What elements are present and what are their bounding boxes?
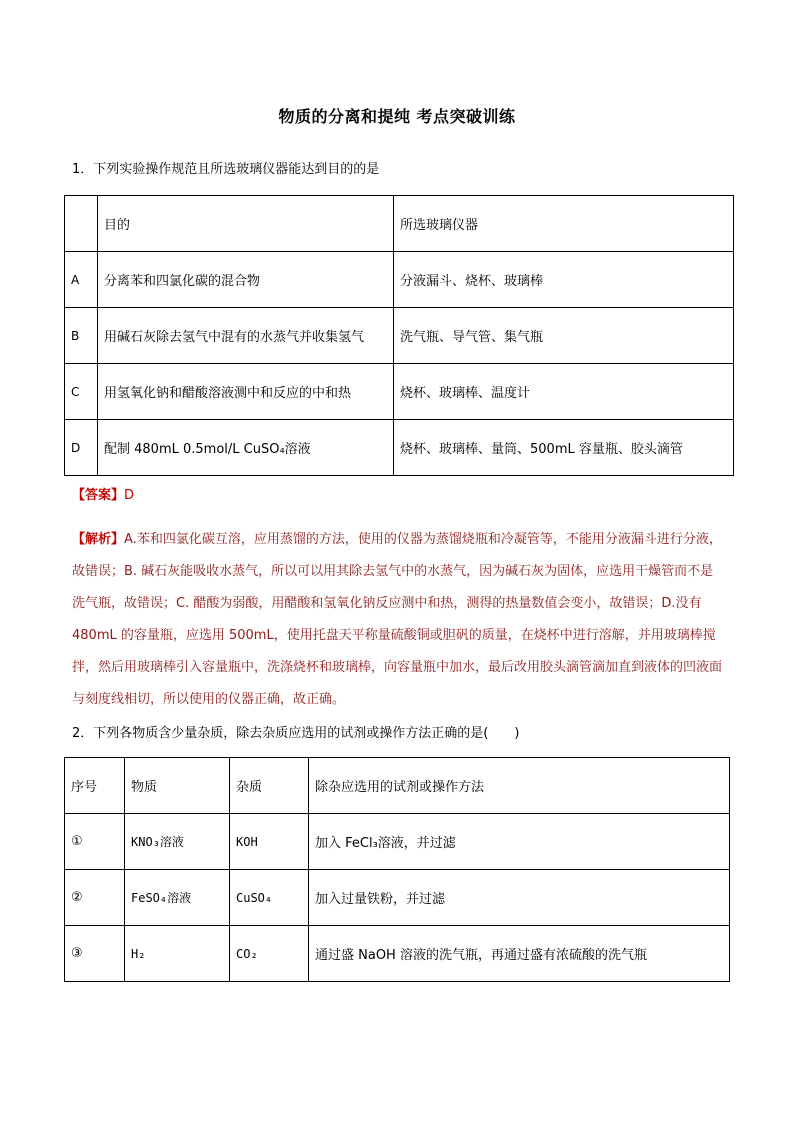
question-1-stem: 1．下列实验操作规范且所选玻璃仪器能达到目的的是 [72,162,380,177]
header-cell: 除杂应选用的试剂或操作方法 [309,758,730,814]
header-cell: 杂质 [230,758,309,814]
purpose-cell: 配制 480mL 0.5mol/L CuSO₄溶液 [98,420,394,476]
header-cell: 目的 [98,196,394,252]
instruments-cell: 烧杯、玻璃棒、量筒、500mL 容量瓶、胶头滴管 [394,420,734,476]
header-cell: 序号 [65,758,125,814]
table-row [65,308,734,364]
answer-line [72,484,134,503]
instruments-cell: 分液漏斗、烧杯、玻璃棒 [394,252,734,308]
impurity-cell: CuSO₄ [230,870,309,926]
question-2-table [64,757,730,982]
purpose-cell: 分离苯和四氯化碳的混合物 [98,252,394,308]
number-cell: ② [65,870,125,926]
explanation-tag: 【解析】 [72,532,125,547]
table-row [65,926,730,982]
table-row [65,814,730,870]
impurity-cell: KOH [230,814,309,870]
substance-cell: H₂ [125,926,230,982]
table-row [65,364,734,420]
explanation-block [72,524,726,716]
purpose-cell: 用碱石灰除去氢气中混有的水蒸气并收集氢气 [98,308,394,364]
option-label: B [65,308,98,364]
option-label: D [65,420,98,476]
option-label: C [65,364,98,420]
answer-tag: 【答案】 [72,488,125,503]
table-row [65,870,730,926]
question-1-table [64,195,734,476]
instruments-cell: 烧杯、玻璃棒、温度计 [394,364,734,420]
header-cell [65,196,98,252]
table-header-row [65,758,730,814]
number-cell: ③ [65,926,125,982]
table-header-row [65,196,734,252]
page-title: 物质的分离和提纯 考点突破训练 [278,107,516,126]
header-cell: 物质 [125,758,230,814]
number-cell: ① [65,814,125,870]
table-row [65,420,734,476]
purpose-cell: 用氢氧化钠和醋酸溶液测中和反应的中和热 [98,364,394,420]
option-label: A [65,252,98,308]
answer-value: D [124,488,135,503]
header-cell: 所选玻璃仪器 [394,196,734,252]
impurity-cell: CO₂ [230,926,309,982]
method-cell: 通过盛 NaOH 溶液的洗气瓶，再通过盛有浓硫酸的洗气瓶 [309,926,730,982]
table-row [65,252,734,308]
method-cell: 加入 FeCl₃溶液，并过滤 [309,814,730,870]
substance-cell: FeSO₄溶液 [125,870,230,926]
method-cell: 加入过量铁粉，并过滤 [309,870,730,926]
question-2-stem: 2．下列各物质含少量杂质，除去杂质应选用的试剂或操作方法正确的是( ) [72,726,520,741]
instruments-cell: 洗气瓶、导气管、集气瓶 [394,308,734,364]
substance-cell: KNO₃溶液 [125,814,230,870]
explanation-text: A.苯和四氯化碳互溶，应用蒸馏的方法，使用的仪器为蒸馏烧瓶和冷凝管等，不能用分液漏斗进行分液，故错误；B. 碱石灰能吸收水蒸气，所以可以用其除去氢气中的水蒸气，因为碱石灰为固体，应选用干燥管而不是洗气瓶，故错误；C. 醋酸为弱酸，用醋酸和氢氧化钠反应测中和热，测得的热量数值会变小，故错误；D.没有 480mL 的容量瓶，应选用 500mL，使用托盘天平称量硫酸铜或胆矾的质量，在烧杯中进行溶解，并用玻璃棒搅拌，然后用玻璃棒引入容量瓶中，洗涤烧杯和玻璃棒，向容量瓶中加水，最后改用胶头滴管滴加直到液体的凹液面与刻度线相切，所以使用的仪器正确，故正确。 [72,532,723,707]
